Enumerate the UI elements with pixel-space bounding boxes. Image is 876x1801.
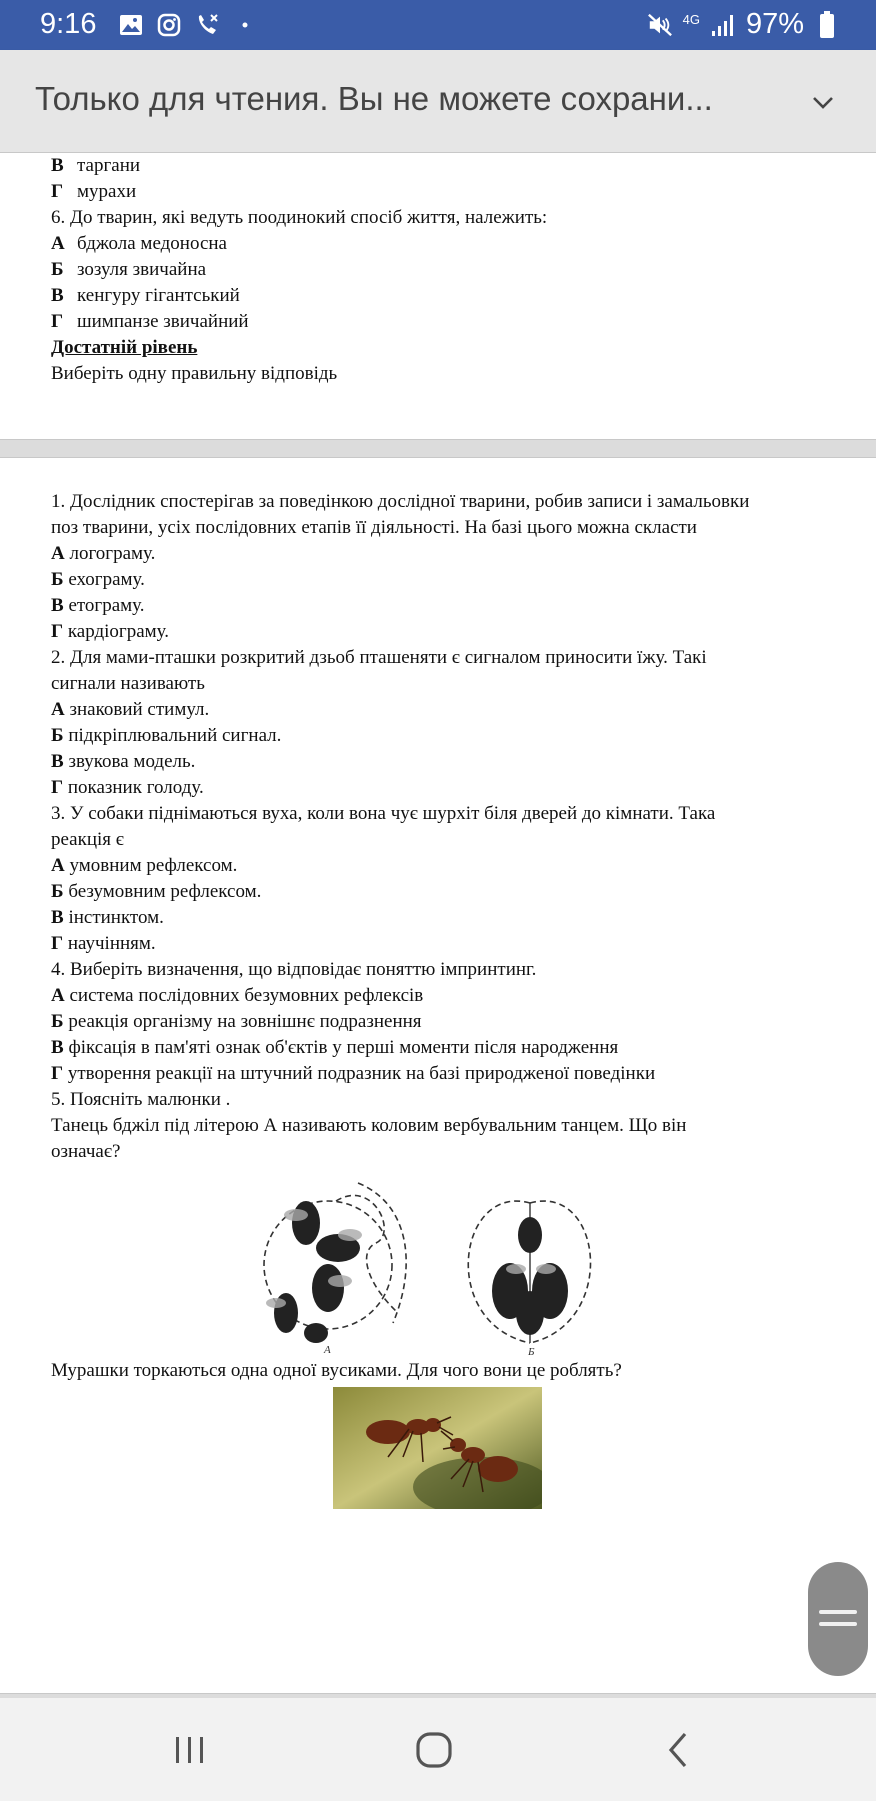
list-item: Г показник голоду. (51, 777, 204, 798)
status-bar (0, 0, 876, 50)
list-item: А знаковий стимул. (51, 699, 210, 720)
readonly-banner[interactable] (0, 50, 876, 152)
network-type: 4G (682, 12, 700, 27)
scroll-handle-grip (819, 1622, 857, 1626)
list-item: Г утворення реакції на штучний подразник на базі природженої поведінки (51, 1063, 656, 1084)
back-icon (665, 1730, 695, 1770)
home-button[interactable] (412, 1728, 456, 1772)
instruction-text: Виберіть одну правильну відповідь (51, 363, 338, 384)
figure-label-a: А (324, 1344, 331, 1356)
question-6: 6. До тварин, які ведуть поодинокий спосіб життя, належить: (51, 207, 548, 228)
instagram-icon (156, 12, 182, 38)
battery-percent: 97% (745, 8, 804, 40)
navigation-bar (0, 1698, 876, 1801)
list-item: Г мурахи (51, 181, 137, 202)
list-item: В таргани (51, 155, 141, 176)
list-item: Б реакція організму на зовнішнє подразнення (51, 1011, 422, 1032)
battery-icon (814, 12, 840, 38)
mute-icon (647, 12, 673, 38)
list-item: Б ехограму. (51, 569, 145, 590)
list-item: А система послідовних безумовних рефлексів (51, 985, 424, 1006)
ants-question: Мурашки торкаються одна одної вусиками. Для чого вони це роблять? (51, 1360, 622, 1381)
question-5-text-cont: означає? (51, 1141, 121, 1162)
question-1: 1. Дослідник спостерігав за поведінкою дослідної тварини, робив записи і замальовки (51, 491, 750, 512)
list-item: В звукова модель. (51, 751, 196, 772)
list-item: А умовним рефлексом. (51, 855, 238, 876)
list-item: В інстинктом. (51, 907, 164, 928)
list-item: Б безумовним рефлексом. (51, 881, 262, 902)
question-1-cont: поз тварини, усіх послідовних етапів її діяльності. На базі цього можна скласти (51, 517, 697, 538)
question-5: 5. Поясніть малюнки . (51, 1089, 231, 1110)
list-item: А бджола медоносна (51, 233, 227, 254)
figure-label-b: Б (528, 1346, 535, 1358)
list-item: В фіксація в пам'яті ознак об'єктів у перші моменти після народження (51, 1037, 619, 1058)
question-3: 3. У собаки піднімаються вуха, коли вона чує шурхіт біля дверей до кімнати. Така (51, 803, 716, 824)
signal-icon (710, 12, 736, 38)
notification-icons (118, 12, 258, 38)
list-item: Б підкріплювальний сигнал. (51, 725, 282, 746)
document-page (0, 152, 876, 440)
list-item: Г шимпанзе звичайний (51, 311, 249, 332)
recent-apps-button[interactable] (168, 1728, 212, 1772)
system-icons (647, 8, 840, 41)
document-page (0, 457, 876, 1694)
list-item: А логограму. (51, 543, 156, 564)
scroll-handle[interactable] (808, 1562, 868, 1676)
question-4: 4. Виберіть визначення, що відповідає поняттю імпринтинг. (51, 959, 537, 980)
question-3-cont: реакція є (51, 829, 124, 850)
level-heading: Достатній рівень (51, 337, 198, 358)
bee-dance-figure (258, 1173, 613, 1358)
recent-apps-icon (173, 1734, 207, 1766)
list-item: Г кардіограму. (51, 621, 170, 642)
ants-photo (333, 1387, 542, 1509)
list-item: Г научінням. (51, 933, 156, 954)
image-icon (118, 12, 144, 38)
readonly-message: Только для чтения. Вы не можете сохрани... (35, 80, 713, 117)
dot-icon (232, 12, 258, 38)
back-button[interactable] (658, 1728, 702, 1772)
list-item: В кенгуру гігантський (51, 285, 240, 306)
question-2-cont: сигнали називають (51, 673, 205, 694)
chevron-down-icon[interactable] (808, 88, 838, 118)
status-time: 9:16 (40, 8, 97, 40)
scroll-handle-grip (819, 1610, 857, 1614)
question-2: 2. Для мами-пташки розкритий дзьоб пташеняти є сигналом приносити їжу. Такі (51, 647, 707, 668)
question-5-text: Танець бджіл під літерою А називають коловим вербувальним танцем. Що він (51, 1115, 687, 1136)
missed-call-icon (194, 12, 220, 38)
list-item: В етограму. (51, 595, 145, 616)
list-item: Б зозуля звичайна (51, 259, 207, 280)
home-icon (414, 1730, 454, 1770)
